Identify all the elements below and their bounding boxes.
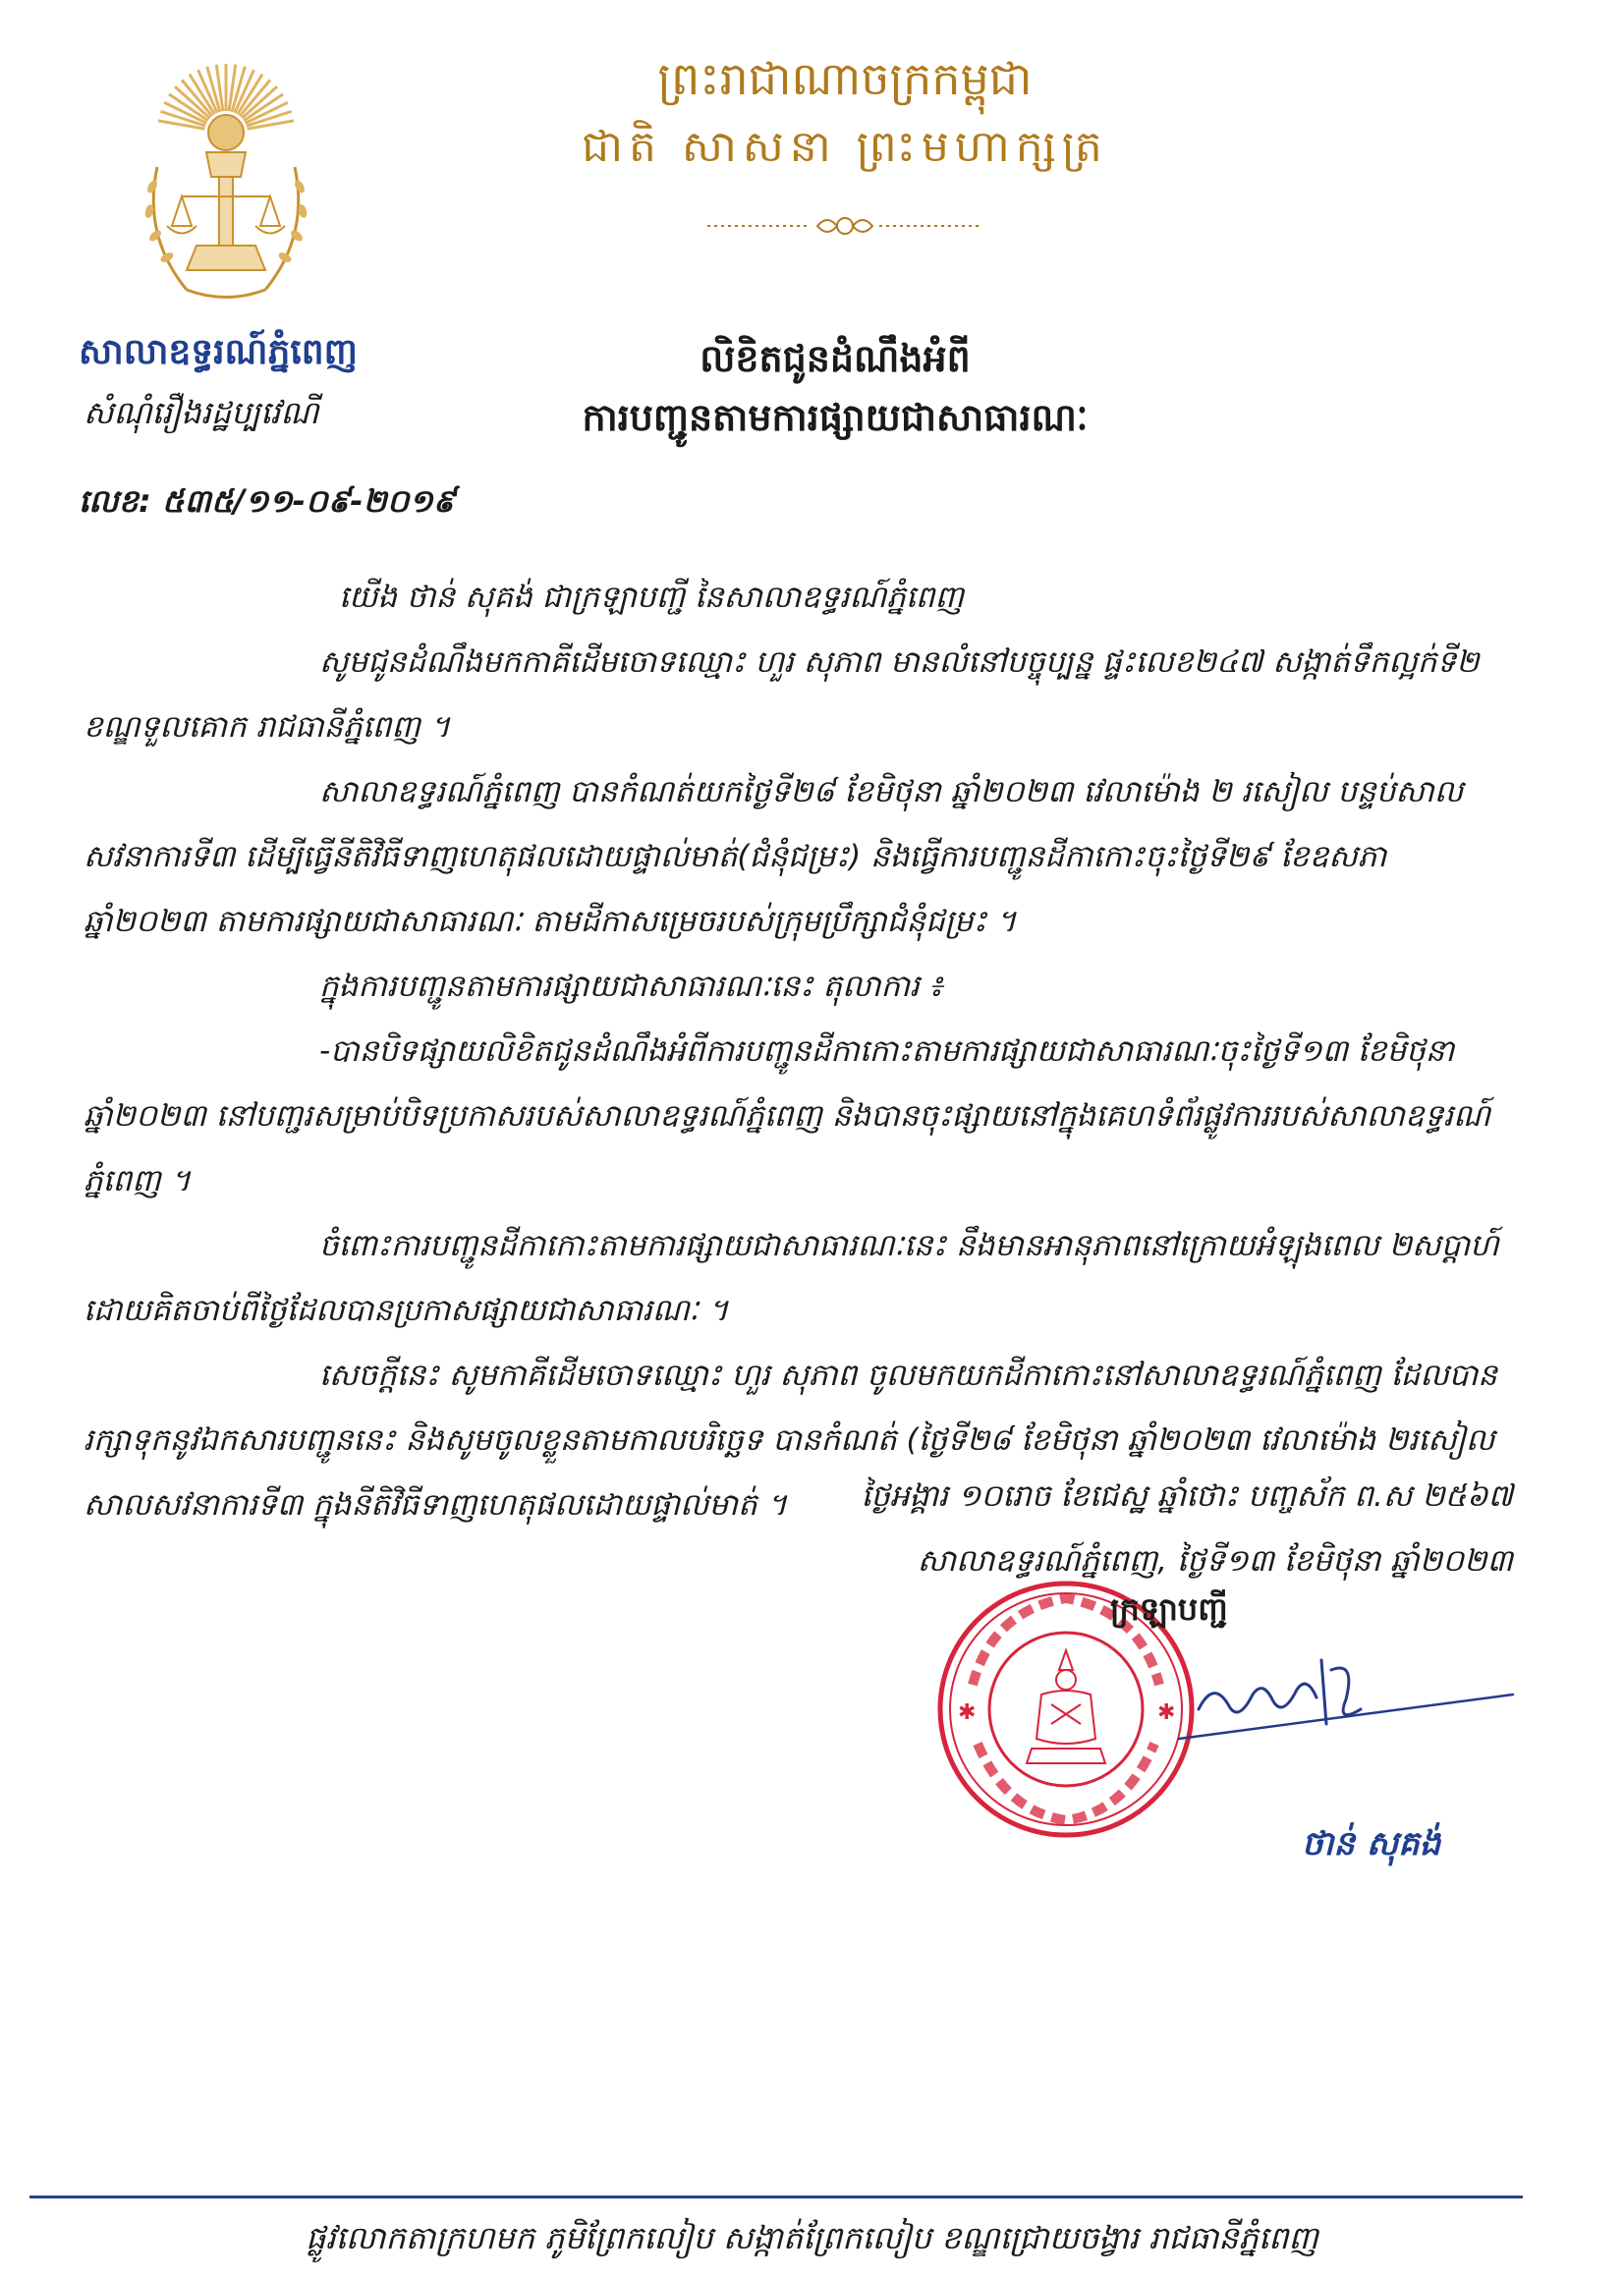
- svg-text:✱: ✱: [958, 1700, 977, 1725]
- body-paragraph-4: ក្នុងការបញ្ជូនតាមការផ្សាយជាសាធារណៈនេះ តុលាការ ៖: [319, 969, 943, 1004]
- solar-date: សាលាឧទ្ធរណ៍ភ្នំពេញ, ថ្ងៃទី១៣ ខែមិថុនា ឆ្នាំ២០២៣: [917, 1543, 1513, 1579]
- body-paragraph-2: សូមជូនដំណឹងមកកាគីដើមចោទឈ្មោះ ហួរ សុភាព មានលំនៅបច្ចុប្បន្ន ផ្ទះលេខ២៤៧ សង្កាត់ទឹកល្អក់ទី២ ខណ្ឌទួលគោក រាជធានីភ្នំពេញ ។: [84, 644, 1480, 745]
- signer-position: ក្រឡាបញ្ជី: [1110, 1590, 1228, 1628]
- letter-body: [84, 565, 1518, 1537]
- body-paragraph-7: សេចក្តីនេះ សូមកាគីដើមចោទឈ្មោះ ហួរ សុភាព ចូលមកយកដីកាកោះនៅសាលាឧទ្ធរណ៍ភ្នំពេញ ដែលបានរក្សាទុកនូវឯកសារបញ្ជូននេះ និងសូមចូលខ្លួនតាមកាលបរិច្ឆេទ បានកំណត់ (ថ្ងៃទី២៨ ខែមិថុនា ឆ្នាំ២០២៣ វេលាម៉ោង ២រសៀល សាលសវនាការទី៣ ក្នុងនីតិវិធីទាញហេតុផលដោយផ្ទាល់មាត់ ។: [84, 1358, 1497, 1523]
- title-line-1: លិខិតជូនដំណឹងអំពី: [700, 337, 971, 380]
- body-paragraph-1: យើង ថាន់ សុគង់ ជាក្រឡាបញ្ជី នៃសាលាឧទ្ធរណ៍ភ្នំពេញ: [339, 580, 964, 615]
- handwritten-signature: [1159, 1640, 1533, 1768]
- kingdom-heading: [550, 44, 1140, 182]
- body-paragraph-5: -បានបិទផ្សាយលិខិតជូនដំណឹងអំពីការបញ្ជូនដីកាកោះតាមការផ្សាយជាសាធារណៈចុះថ្ងៃទី១៣ ខែមិថុនា ឆ្នាំ២០២៣ នៅបញ្ជរសម្រាប់បិទប្រកាសរបស់សាលាឧទ្ធរណ៍ភ្នំពេញ និងបានចុះផ្សាយនៅក្នុងគេហទំព័រផ្លូវការរបស់សាលាឧទ្ធរណ៍ភ្នំពេញ ។: [84, 1033, 1490, 1198]
- document-number: លេខ: ៥៣៥/១១-០៩-២០១៩: [79, 482, 456, 520]
- footer-divider: [29, 2196, 1523, 2198]
- kingdom-name: ព្រះរាជាណាចក្រកម្ពុជា: [657, 52, 1033, 105]
- document-title: [511, 329, 1159, 447]
- title-line-2: ការបញ្ជូនតាមការផ្សាយជាសាធារណៈ: [582, 396, 1089, 439]
- signer-name: ថាន់ សុគង់: [1302, 1824, 1441, 1863]
- footer-address: ផ្លូវលោកតាក្រហមក ភូមិព្រែកលៀប សង្កាត់ព្រែកលៀប ខណ្ឌជ្រោយចង្វារ រាជធានីភ្នំពេញ: [306, 2219, 1318, 2256]
- case-type: សំណុំរឿងរដ្ឋប្បវេណី: [84, 394, 319, 431]
- national-motto: ជាតិ សាសនា ព្រះមហាក្សត្រ: [582, 122, 1108, 172]
- body-paragraph-3: សាលាឧទ្ធរណ៍ភ្នំពេញ បានកំណត់យកថ្ងៃទី២៨ ខែមិថុនា ឆ្នាំ២០២៣ វេលាម៉ោង ២ រសៀល បន្ទប់សាលសវនាការទី៣ ដើម្បីធ្វើនីតិវិធីទាញហេតុផលដោយផ្ទាល់មាត់(ជំនុំជម្រះ) និងធ្វើការបញ្ជូនដីកាកោះចុះថ្ងៃទី២៩ ខែឧសភា ឆ្នាំ២០២៣ តាមការផ្សាយជាសាធារណៈ តាមដីកាសម្រេចរបស់ក្រុមប្រឹក្សាជំនុំជម្រះ ។: [84, 774, 1464, 939]
- ornament-divider-icon: [707, 211, 982, 241]
- body-paragraph-6: ចំពោះការបញ្ជូនដីកាកោះតាមការផ្សាយជាសាធារណៈនេះ នឹងមានអានុភាពនៅក្រោយអំឡុងពេល ២សប្តាហ៍ ដោយគិតចាប់ពីថ្ងៃដែលបានប្រកាសផ្សាយជាសាធារណៈ ។: [84, 1228, 1499, 1328]
- svg-text:✱: ✱: [1157, 1700, 1176, 1725]
- date-block: [766, 1464, 1513, 1593]
- lunar-date: ថ្ងៃអង្គារ ១០រោច ខែជេស្ឋ ឆ្នាំថោះ បញ្ចស័ក ព.ស ២៥៦៧: [861, 1478, 1513, 1514]
- court-emblem-icon: [128, 49, 324, 314]
- court-name: សាលាឧទ្ធរណ៍ភ្នំពេញ: [79, 332, 358, 372]
